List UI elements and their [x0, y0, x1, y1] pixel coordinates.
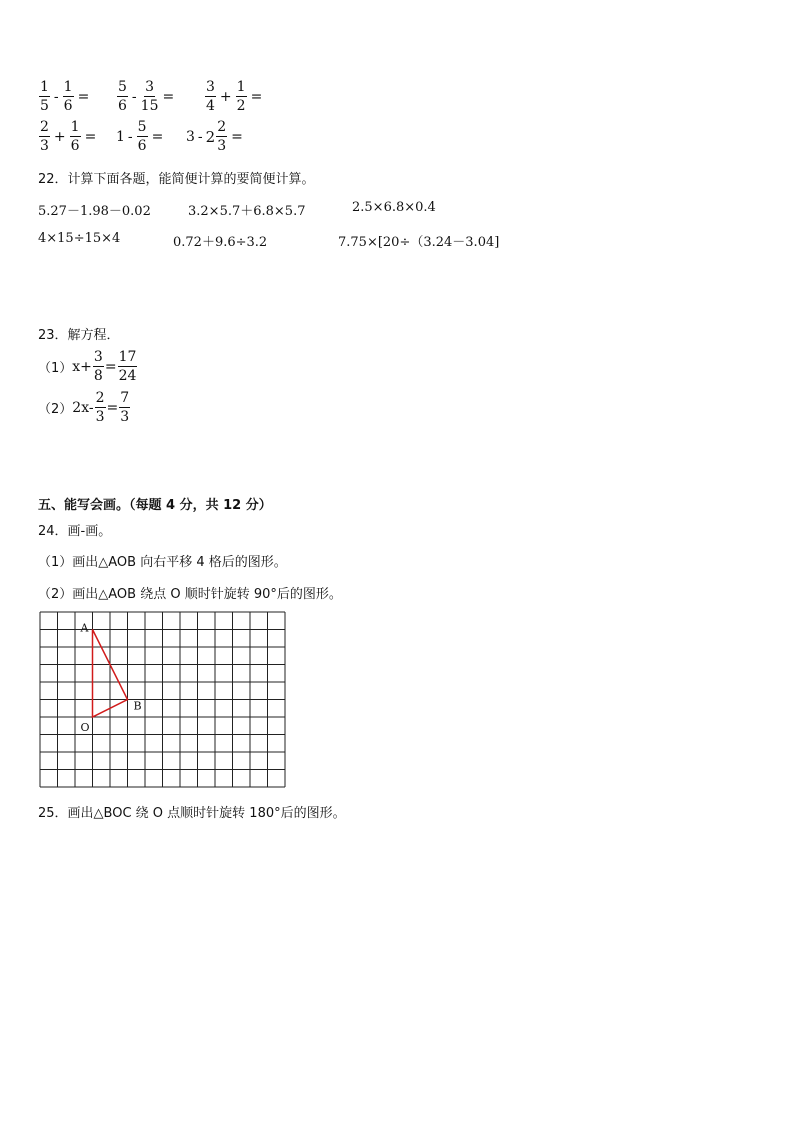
q25-title: 25．画出△BOC 绕 O 点顺时针旋转 180°后的图形。: [38, 806, 346, 821]
fraction: $\frac{2}{3}$: [95, 390, 105, 425]
fraction-expr-4: $\frac{2}{3}$ + $\frac{1}{6}$ =: [40, 119, 97, 154]
q23-equation-1: （1） x+ $\frac{3}{8}$ = $\frac{17}{24}$: [38, 349, 137, 384]
fraction: $\frac{5}{6}$: [118, 79, 127, 114]
fraction: $\frac{1}{6}$: [70, 119, 80, 154]
q22-expr-6: 7.75×[20÷（3.24－3.04]: [338, 235, 500, 250]
q22-expr-5: 0.72＋9.6÷3.2: [173, 235, 268, 250]
fraction: $\frac{3}{4}$: [206, 79, 215, 114]
fraction: $\frac{1}{2}$: [236, 79, 246, 114]
q23-title: 23．解方程．: [38, 328, 120, 343]
q22-title: 22．计算下面各题，能简便计算的要简便计算。: [38, 172, 315, 187]
q22-expr-4: 4×15÷15×4: [38, 231, 121, 246]
fraction-expr-6: 3 - 2 $\frac{2}{3}$ =: [186, 119, 243, 154]
fraction-expr-1: $\frac{1}{5}$ - $\frac{1}{6}$ =: [40, 79, 90, 114]
q22-expr-1: 5.27－1.98－0.02: [38, 204, 151, 219]
fraction-expr-2: $\frac{5}{6}$ - $\frac{3}{15}$ =: [118, 79, 175, 114]
fraction-row-2: [38, 120, 246, 153]
fraction: $\frac{3}{15}$: [140, 79, 159, 114]
fraction-expr-5: 1 - $\frac{5}{6}$ =: [116, 119, 164, 154]
q24-title: 24．画-画。: [38, 524, 112, 539]
fraction-expr-3: $\frac{3}{4}$ + $\frac{1}{2}$ =: [206, 79, 263, 114]
q24-sub2: （2）画出△AOB 绕点 O 顺时针旋转 90°后的图形。: [38, 587, 342, 602]
fraction: $\frac{2}{3}$: [217, 119, 227, 154]
fraction: $\frac{7}{3}$: [120, 390, 130, 425]
point-label-o: O: [80, 721, 90, 734]
grid-diagram: [38, 610, 290, 790]
point-label-b: B: [133, 699, 142, 713]
fraction: $\frac{5}{6}$: [137, 119, 147, 154]
q22-expr-3: 2.5×6.8×0.4: [352, 200, 436, 215]
fraction: $\frac{1}{5}$: [40, 79, 49, 114]
q23-equation-2: （2） 2x- $\frac{2}{3}$ = $\frac{7}{3}$: [38, 390, 130, 425]
section5-title: 五、能写会画。（每题 4 分，共 12 分）: [38, 498, 272, 513]
q22-expr-2: 3.2×5.7＋6.8×5.7: [188, 204, 306, 219]
point-label-a: A: [80, 621, 89, 635]
fraction: $\frac{1}{6}$: [63, 79, 73, 114]
grid-lines: [40, 612, 285, 787]
fraction: $\frac{17}{24}$: [118, 349, 137, 384]
fraction-row-1: [38, 80, 265, 113]
fraction: $\frac{3}{8}$: [93, 349, 103, 384]
q24-sub1: （1）画出△AOB 向右平移 4 格后的图形。: [38, 555, 287, 570]
fraction: $\frac{2}{3}$: [40, 119, 49, 154]
